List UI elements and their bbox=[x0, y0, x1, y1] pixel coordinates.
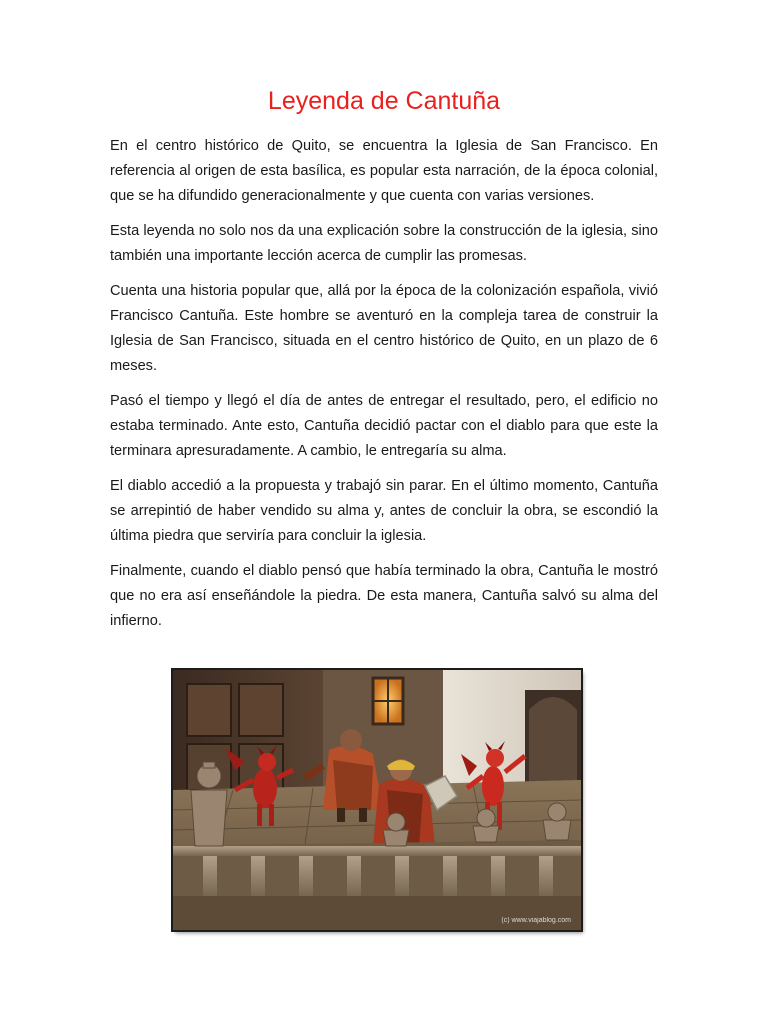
paragraph-6: Finalmente, cuando el diablo pensó que había terminado la obra, Cantuña le mostró que no era así enseñándole la piedra. De esta manera, Cantuña salvó su alma del infierno. bbox=[110, 563, 658, 629]
paragraph-1: En el centro histórico de Quito, se encuentra la Iglesia de San Francisco. En referencia al origen de esta basílica, es popular esta narración, de la época colonial, que se ha difundido generacionalmente y que cuenta con varias versiones. bbox=[110, 138, 658, 204]
paragraph-2: Esta leyenda no solo nos da una explicación sobre la construcción de la iglesia, sino también una importante lección acerca de cumplir las promesas. bbox=[110, 223, 658, 264]
paragraph-5: El diablo accedió a la propuesta y trabajó sin parar. En el último momento, Cantuña se arrepintió de haber vendido su alma y, antes de concluir la obra, se escondió la última piedra que serviría para concluir la iglesia. bbox=[110, 478, 658, 544]
cantuna-diorama-photo bbox=[173, 670, 581, 930]
paragraph-4: Pasó el tiempo y llegó el día de antes de entregar el resultado, pero, el edificio no estaba terminado. Ante esto, Cantuña decidió pactar con el diablo para que este la terminara apresuradamente. A cambio, le entregaría su alma. bbox=[110, 393, 658, 459]
diorama-illustration bbox=[173, 670, 581, 930]
paragraph-3: Cuenta una historia popular que, allá por la época de la colonización española, vivió Francisco Cantuña. Este hombre se aventuró en la compleja tarea de construir la Iglesia de San Francisco, situada en el centro histórico de Quito, en un plazo de 6 meses. bbox=[110, 283, 658, 374]
document-title: Leyenda de Cantuña bbox=[267, 87, 501, 115]
photo-credit: (c) www.viajablog.com bbox=[501, 917, 571, 924]
document-body bbox=[110, 134, 658, 644]
